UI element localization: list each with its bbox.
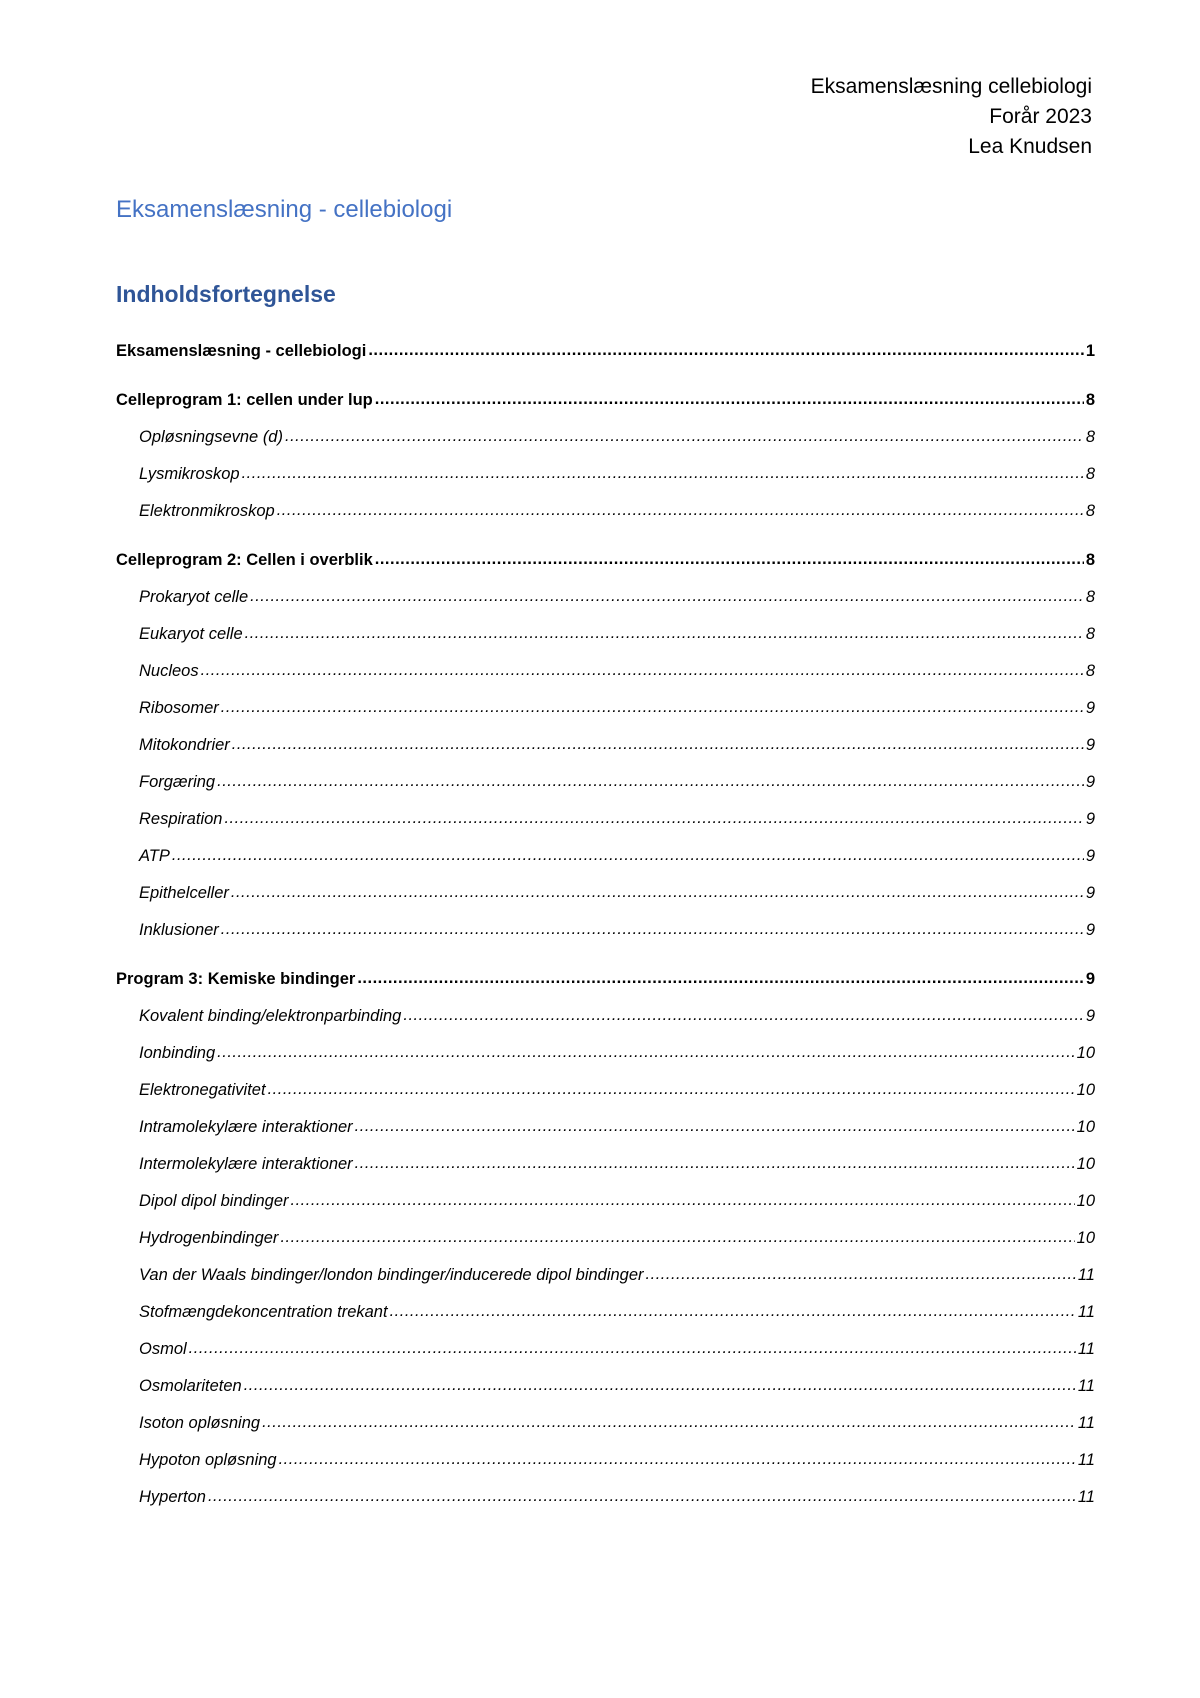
toc-entry-title: Inklusioner — [139, 921, 219, 939]
toc-subsection-link[interactable] — [116, 502, 1095, 539]
toc-subsection-link[interactable] — [116, 1414, 1095, 1451]
toc-entry-page-number: 10 — [1076, 1118, 1095, 1136]
toc-entry-page-number: 11 — [1077, 1266, 1095, 1284]
toc-entry-title: Elektronmikroskop — [139, 502, 275, 520]
toc-dot-leader — [285, 427, 1084, 446]
document-title: Eksamenslæsning - cellebiologi — [116, 196, 453, 223]
toc-dot-leader — [217, 772, 1084, 791]
toc-dot-leader — [231, 883, 1084, 902]
toc-entry-page-number: 10 — [1076, 1081, 1095, 1099]
toc-subsection-link[interactable] — [116, 921, 1095, 958]
toc-dot-leader — [189, 1339, 1076, 1358]
toc-dot-leader — [201, 661, 1084, 680]
toc-entry-page-number: 11 — [1077, 1377, 1095, 1395]
toc-subsection-link[interactable] — [116, 588, 1095, 625]
toc-entry-title: Hypoton opløsning — [139, 1451, 277, 1469]
toc-entry-title: Mitokondrier — [139, 736, 230, 754]
toc-entry-page-number: 9 — [1085, 773, 1095, 791]
toc-subsection-link[interactable] — [116, 1081, 1095, 1118]
toc-entry-page-number: 10 — [1076, 1229, 1095, 1247]
toc-subsection-link[interactable] — [116, 662, 1095, 699]
toc-entry-title: Celleprogram 2: Cellen i overblik — [116, 551, 373, 569]
toc-dot-leader — [375, 550, 1084, 569]
toc-entry-page-number: 11 — [1077, 1488, 1095, 1506]
toc-entry-page-number: 8 — [1085, 391, 1095, 409]
toc-dot-leader — [368, 341, 1083, 360]
toc-dot-leader — [279, 1450, 1076, 1469]
toc-subsection-link[interactable] — [116, 810, 1095, 847]
toc-entry-title: Osmol — [139, 1340, 187, 1358]
toc-entry-page-number: 8 — [1085, 588, 1095, 606]
toc-entry-title: Ionbinding — [139, 1044, 216, 1062]
table-of-contents — [116, 342, 1095, 1525]
toc-entry-page-number: 9 — [1085, 1007, 1095, 1025]
toc-dot-leader — [208, 1487, 1076, 1506]
toc-entry-title: Lysmikroskop — [139, 465, 240, 483]
toc-subsection-link[interactable] — [116, 847, 1095, 884]
toc-entry-page-number: 9 — [1085, 736, 1095, 754]
toc-entry-title: Intermolekylære interaktioner — [139, 1155, 353, 1173]
toc-subsection-link[interactable] — [116, 1155, 1095, 1192]
toc-subsection-link[interactable] — [116, 1229, 1095, 1266]
toc-subsection-link[interactable] — [116, 1303, 1095, 1340]
toc-entry-page-number: 11 — [1077, 1414, 1095, 1432]
toc-dot-leader — [355, 1154, 1075, 1173]
toc-dot-leader — [224, 809, 1083, 828]
toc-dot-leader — [291, 1191, 1075, 1210]
toc-entry-title: Kovalent binding/elektronparbinding — [139, 1007, 402, 1025]
toc-entry-title: Eukaryot celle — [139, 625, 243, 643]
toc-entry-page-number: 9 — [1085, 810, 1095, 828]
toc-dot-leader — [357, 969, 1083, 988]
toc-entry-title: Nucleos — [139, 662, 199, 680]
toc-entry-page-number: 8 — [1085, 625, 1095, 643]
toc-subsection-link[interactable] — [116, 1007, 1095, 1044]
toc-dot-leader — [217, 1043, 1074, 1062]
toc-subsection-link[interactable] — [116, 625, 1095, 662]
toc-subsection-link[interactable] — [116, 1044, 1095, 1081]
toc-entry-page-number: 11 — [1077, 1340, 1095, 1358]
toc-entry-page-number: 8 — [1085, 465, 1095, 483]
toc-dot-leader — [250, 587, 1084, 606]
toc-entry-title: Epithelceller — [139, 884, 229, 902]
toc-entry-page-number: 9 — [1085, 884, 1095, 902]
toc-entry-title: Osmolariteten — [139, 1377, 242, 1395]
toc-section-link[interactable] — [116, 551, 1095, 588]
toc-subsection-link[interactable] — [116, 1340, 1095, 1377]
toc-dot-leader — [232, 735, 1084, 754]
toc-entry-page-number: 1 — [1085, 342, 1095, 360]
toc-dot-leader — [268, 1080, 1075, 1099]
toc-entry-page-number: 8 — [1085, 428, 1095, 446]
toc-subsection-link[interactable] — [116, 1451, 1095, 1488]
toc-dot-leader — [403, 1006, 1083, 1025]
toc-subsection-link[interactable] — [116, 773, 1095, 810]
toc-entry-title: Stofmængdekoncentration trekant — [139, 1303, 388, 1321]
toc-dot-leader — [221, 920, 1084, 939]
toc-dot-leader — [242, 464, 1084, 483]
toc-entry-title: Intramolekylære interaktioner — [139, 1118, 353, 1136]
toc-section-link[interactable] — [116, 391, 1095, 428]
toc-subsection-link[interactable] — [116, 884, 1095, 921]
toc-entry-title: Elektronegativitet — [139, 1081, 266, 1099]
toc-entry-title: Ribosomer — [139, 699, 219, 717]
toc-subsection-link[interactable] — [116, 428, 1095, 465]
toc-heading: Indholdsfortegnelse — [116, 281, 336, 307]
toc-subsection-link[interactable] — [116, 736, 1095, 773]
toc-entry-page-number: 10 — [1076, 1155, 1095, 1173]
toc-entry-title: Celleprogram 1: cellen under lup — [116, 391, 373, 409]
toc-subsection-link[interactable] — [116, 699, 1095, 736]
toc-dot-leader — [646, 1265, 1076, 1284]
toc-entry-title: Eksamenslæsning - cellebiologi — [116, 342, 367, 360]
toc-section-link[interactable] — [116, 970, 1095, 1007]
toc-subsection-link[interactable] — [116, 1377, 1095, 1414]
toc-entry-page-number: 11 — [1077, 1303, 1095, 1321]
toc-dot-leader — [390, 1302, 1076, 1321]
toc-entry-page-number: 9 — [1085, 970, 1095, 988]
toc-entry-title: Isoton opløsning — [139, 1414, 261, 1432]
toc-subsection-link[interactable] — [116, 1192, 1095, 1229]
header-semester: Forår 2023 — [989, 105, 1092, 128]
toc-entry-title: Prokaryot celle — [139, 588, 249, 606]
toc-entry-title: Van der Waals bindinger/london bindinger/inducerede dipol bindinger — [139, 1266, 644, 1284]
toc-entry-page-number: 8 — [1085, 551, 1095, 569]
toc-entry-title: Forgæring — [139, 773, 216, 791]
toc-entry-page-number: 8 — [1085, 662, 1095, 680]
toc-dot-leader — [277, 501, 1084, 520]
toc-section-link[interactable] — [116, 342, 1095, 379]
toc-dot-leader — [280, 1228, 1074, 1247]
toc-entry-page-number: 9 — [1085, 921, 1095, 939]
toc-entry-page-number: 9 — [1085, 699, 1095, 717]
toc-subsection-link[interactable] — [116, 1266, 1095, 1303]
toc-dot-leader — [221, 698, 1084, 717]
toc-subsection-link[interactable] — [116, 465, 1095, 502]
toc-dot-leader — [262, 1413, 1076, 1432]
header-author: Lea Knudsen — [968, 135, 1092, 158]
toc-dot-leader — [244, 1376, 1076, 1395]
toc-entry-page-number: 9 — [1085, 847, 1095, 865]
toc-entry-page-number: 10 — [1076, 1044, 1095, 1062]
page-header — [811, 72, 1092, 162]
toc-entry-page-number: 8 — [1085, 502, 1095, 520]
toc-entry-title: Respiration — [139, 810, 223, 828]
toc-dot-leader — [245, 624, 1084, 643]
toc-entry-title: Dipol dipol bindinger — [139, 1192, 289, 1210]
toc-dot-leader — [375, 390, 1084, 409]
toc-subsection-link[interactable] — [116, 1118, 1095, 1155]
toc-subsection-link[interactable] — [116, 1488, 1095, 1525]
toc-entry-page-number: 10 — [1076, 1192, 1095, 1210]
toc-entry-title: ATP — [139, 847, 170, 865]
header-course-title: Eksamenslæsning cellebiologi — [810, 75, 1092, 98]
toc-entry-title: Hyperton — [139, 1488, 206, 1506]
toc-dot-leader — [172, 846, 1084, 865]
toc-entry-title: Hydrogenbindinger — [139, 1229, 279, 1247]
toc-entry-title: Opløsningsevne (d) — [139, 428, 283, 446]
toc-dot-leader — [355, 1117, 1075, 1136]
toc-entry-page-number: 11 — [1077, 1451, 1095, 1469]
toc-entry-title: Program 3: Kemiske bindinger — [116, 970, 356, 988]
